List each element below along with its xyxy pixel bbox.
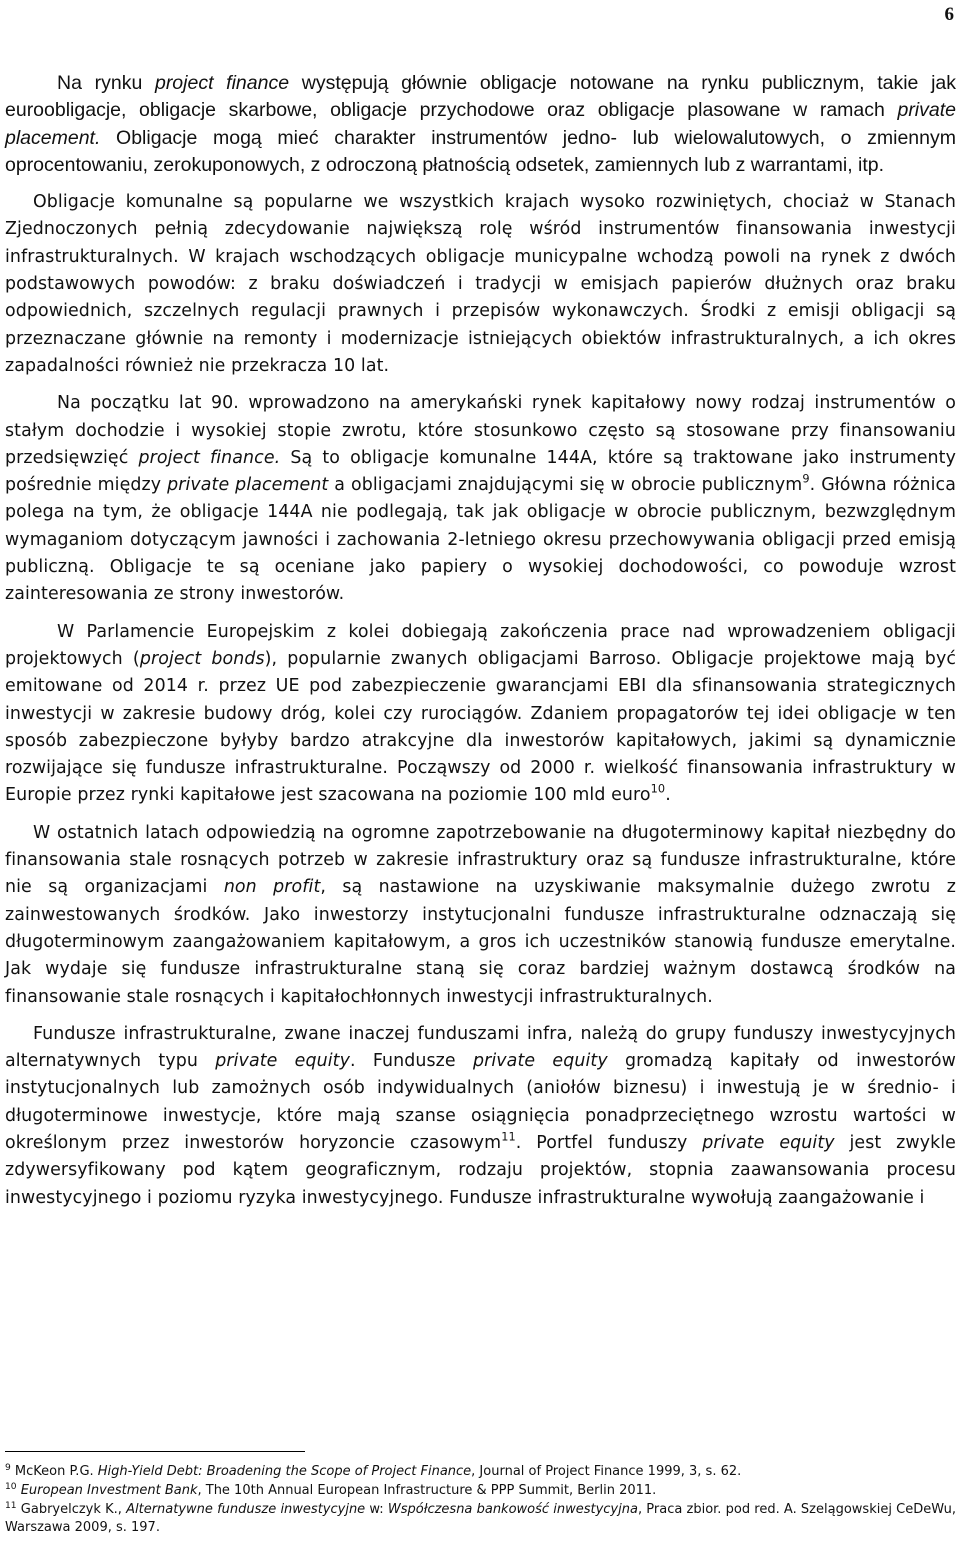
footnote-ref-9: 9 [802,472,810,486]
italic-title: Współczesna bankowość inwestycyjna [387,1502,638,1517]
italic-term: private equity [215,1051,350,1072]
paragraph-144a-bonds [5,390,956,608]
text-run: gromadzą kapitały od inwestorów instytucjonalnych lub zamożnych osób indywidualnych (aniołów biznesu) i inwestują je w średnio- i długoterminowe inwestycje, które mają szanse osiągnięcia ponadprzeciętnego wzrostu wartości w określonym przez inwestorów horyzoncie czasowym [5,1051,956,1153]
page-number: 6 [944,4,954,25]
italic-term: project finance [154,72,290,94]
text-run: w: [365,1502,388,1517]
text-run: . [665,785,671,806]
text-run: ), popularnie zwanych obligacjami Barroso. Obligacje projektowe mają być emitowane od 2014 r. przez UE pod zabezpieczenie gwarancjami EBI dla sfinansowania strategicznych inwestycji w zakresie budowy dróg, kolei czy rurociągów. Zdaniem propagatorów tej idei obligacje w ten sposób zabezpieczone byłyby bardzo atrakcyjne dla inwestorów kapitałowych, jakimi są dynamicznie rozwijające się fundusze infrastrukturalne. Począwszy od 2000 r. wielkość finansowania infrastruktury w Europie przez rynki kapitałowe jest szacowana na poziomie 100 mld euro [5,648,956,806]
text-run: Są to obligacje komunalne 144A, które są traktowane jako instrumenty pośrednie między [5,447,956,496]
text-run: jest zwykle zdywersyfikowany pod kątem geograficznym, rodzaju projektów, stopnia zaawansowania procesu inwestycyjnego i poziomu ryzyka inwestycyjnego. Fundusze infrastrukturalne wywołują zaangażowanie i [5,1132,956,1208]
footnote-10 [5,1482,956,1500]
text-run: Obligacje komunalne są popularne we wszystkich krajach wysoko rozwiniętych, chociaż w Stanach Zjednoczonych pełnią zdecydowanie największą rolę wśród instrumentów finansowania inwestycji infrastrukturalnych. W krajach wschodzących obligacje municypalne wchodzą powoli na rynek z dwóch podstawowych powodów: z braku doświadczeń i tradycji w emisjach papierów dłużnych oraz braku odpowiednich, szczelnych regulacji prawnych i przepisów wykonawczych. Środki z emisji obligacji są przeznaczane głównie na remonty i modernizacje istniejących obiektów infrastrukturalnych, a ich okres zapadalności również nie przekracza 10 lat. [5,192,956,376]
italic-term: non profit [223,877,321,898]
italic-title: Alternatywne fundusze inwestycyjne [126,1502,366,1517]
text-run: Fundusze infrastrukturalne, zwane inaczej funduszami infra, należą do grupy funduszy inwestycyjnych alternatywnych typu [5,1023,956,1072]
text-run: . Fundusze [349,1051,473,1072]
text-run: , Praca zbior. pod red. A. Szelągowskiej CeDeWu, Warszawa 2009, s. 197. [5,1502,956,1535]
text-run: . Główna różnica polega na tym, że obligacje 144A nie podlegają, tak jak obligacje w obrocie publicznym, bezwzględnym wymaganiom dotyczącym jawności i zachowania 2-letniego okresu przechowywania obligacji przed emisją publiczną. Obligacje te są oceniane jako papiery o wysokiej dochodowości, co powoduje wzrost zainteresowania ze strony inwestorów. [5,475,956,605]
italic-title: High-Yield Debt: Broadening the Scope of Project Finance [97,1464,472,1479]
footnote-ref-11: 11 [501,1130,516,1144]
paragraph-infrastructure-funds [5,820,956,1011]
paragraph-municipal-bonds [5,189,956,380]
footnotes [5,1463,956,1538]
italic-term: project bonds [139,648,265,669]
text-run: W ostatnich latach odpowiedzią na ogromne zapotrzebowanie na długoterminowy kapitał niezbędny do finansowania stale rosnących potrzeb w zakresie infrastruktury oraz są fundusze infrastrukturalne, które nie są organizacjami [5,822,956,898]
italic-title: European Investment Bank [20,1483,198,1498]
text-run: a obligacjami znajdującymi się w obrocie publicznym [328,475,803,496]
text-run: , The 10th Annual European Infrastructure & PPP Summit, Berlin 2011. [197,1483,657,1498]
italic-term: private equity [472,1051,608,1072]
paragraph-private-equity [5,1021,956,1212]
text-run: McKeon P.G. [10,1464,98,1479]
footnote-number: 11 [5,1501,17,1511]
text-run: Gabryelczyk K., [16,1502,127,1517]
text-run: Obligacje mogą mieć charakter instrumentów jedno- lub wielowalutowych, o zmiennym oprocentowaniu, zerokuponowych, z odroczoną płatnością odsetek, zamiennych lub z warrantami, itp. [5,126,956,176]
text-run: , Journal of Project Finance 1999, 3, s. 62. [471,1464,742,1479]
text-run: W Parlamencie Europejskim z kolei dobiegają zakończenia prace nad wprowadzeniem obligacji projektowych ( [5,621,956,669]
italic-term: private placement. [5,99,956,149]
italic-term: private equity [702,1132,835,1153]
footnote-number: 9 [5,1463,11,1473]
footnote-separator [5,1451,305,1452]
paragraph-project-bonds [5,619,956,810]
text-run: występują głównie obligacje notowane na rynku publicznym, takie jak euroobligacje, obligacje skarbowe, obligacje przychodowe oraz obligacje plasowane w ramach [5,72,956,122]
italic-term: private placement [167,475,329,496]
paragraph-project-finance-bonds [5,70,956,179]
document-body [5,70,956,1222]
text-run: . Portfel funduszy [515,1132,703,1153]
text-run: Na początku lat 90. wprowadzono na amerykański rynek kapitałowy nowy rodzaj instrumentów o stałym dochodzie i wysokiej stopie zwrotu, które stosunkowo często są stosowane przy finansowaniu przedsięwzięć [5,393,956,468]
footnote-number: 10 [5,1482,17,1492]
italic-term: project finance. [138,447,281,468]
text-run: Na rynku [57,72,155,94]
footnote-ref-10: 10 [650,783,666,797]
footnote-9 [5,1463,956,1481]
footnote-11 [5,1501,956,1537]
text-run: , są nastawione na uzyskiwanie maksymalnie dużego zwrotu z zainwestowanych środków. Jako inwestorzy instytucjonalni fundusze infrastrukturalne odznaczają się długoterminowym zaangażowaniem kapitałowym, a gros ich uczestników stanowią fundusze emerytalne. Jak wydaje się fundusze infrastrukturalne staną się coraz bardziej ważnym dostawcą środków na finansowanie stale rosnących i kapitałochłonnych inwestycji infrastrukturalnych. [5,877,956,1007]
